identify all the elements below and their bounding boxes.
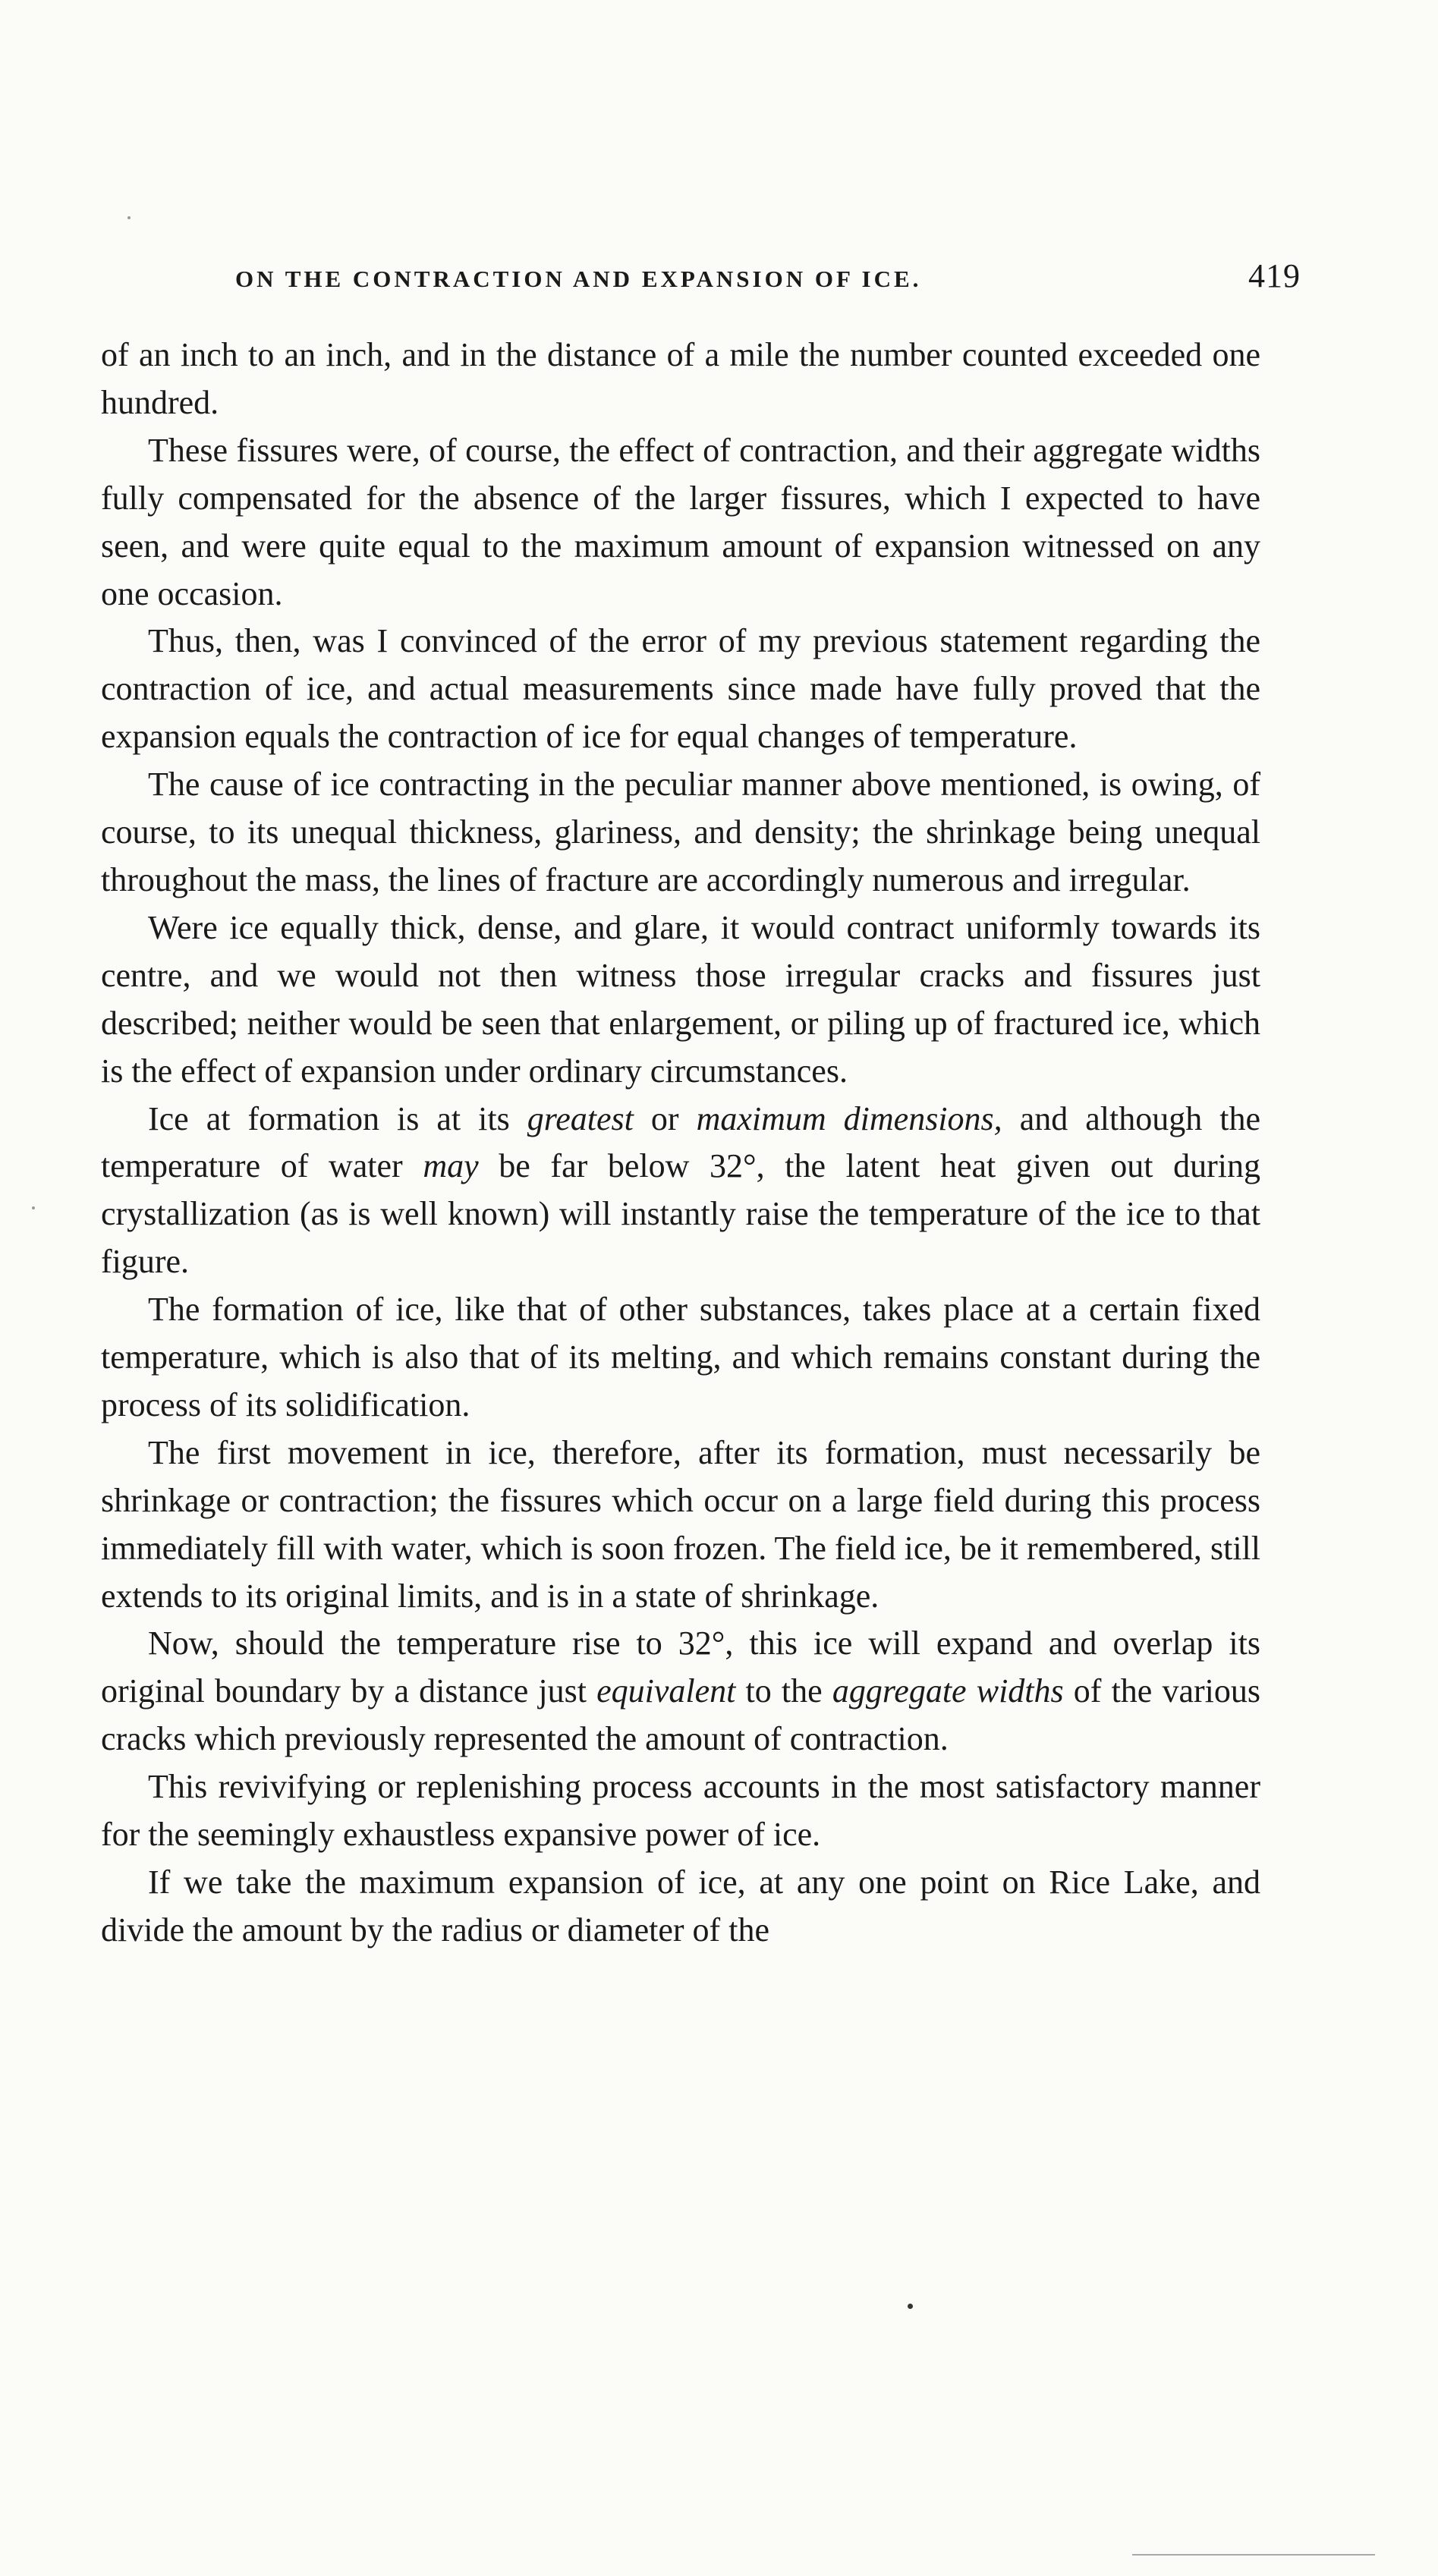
text-segment: of an inch to an inch, and in the distance of a mile the number counted exceeded one hundred.	[101, 336, 1260, 421]
text-segment: Now, should the temperature rise to 32°, this ice will expand and overlap its original boundary by a distance just	[101, 1625, 1260, 1710]
paragraph	[101, 1286, 1260, 1430]
scan-edge-line	[1132, 2554, 1375, 2556]
paragraph	[101, 332, 1260, 427]
page-number: 419	[1248, 257, 1301, 294]
paragraph	[101, 1096, 1260, 1287]
text-segment: The cause of ice contracting in the peculiar manner above mentioned, is owing, of course, to its unequal thickness, glariness, and density; the shrinkage being unequal throughout the mass, the lines of fracture are accordingly numerous and irregular.	[101, 766, 1260, 898]
text-segment: This revivifying or replenishing process accounts in the most satisfactory manner for the seemingly exhaustless expansive power of ice.	[101, 1768, 1260, 1854]
text-segment: Thus, then, was I convinced of the error of my previous statement regarding the contraction of ice, and actual measurements since made have fully proved that the expansion equals the contraction of ice for equal changes of temperature.	[101, 622, 1260, 756]
text-segment: The first movement in ice, therefore, after its formation, must necessarily be shrinkage or contraction; the fissures which occur on a large field during this process immediately fill with water, which is soon frozen. The field ice, be it remembered, still extends to its original limits, and is in a state of shrinkage.	[101, 1433, 1260, 1615]
italic-text: may	[423, 1147, 479, 1185]
text-segment: and although the temperature of water	[101, 1099, 1260, 1185]
paragraph	[101, 1763, 1260, 1859]
stray-dot-mark	[127, 216, 131, 219]
paragraph	[101, 427, 1260, 618]
italic-text: greatest	[527, 1099, 634, 1137]
running-head: ON THE CONTRACTION AND EXPANSION OF ICE.	[235, 266, 922, 292]
text-segment: Ice at formation is at its	[148, 1099, 527, 1137]
paragraph	[101, 1620, 1260, 1763]
text-segment: Were ice equally thick, dense, and glare, it would contract uniformly towards its centre, and we would not then witness those irregular cracks and fissures just described; neither would be seen that enlargement, or piling up of fractured ice, which is the effect of expansion under ordinary circumstances.	[101, 908, 1260, 1090]
text-segment: of the various cracks which previously represented the amount of contraction.	[101, 1672, 1261, 1758]
text-segment: The formation of ice, like that of other substances, takes place at a certain fixed temperature, which is also that of its melting, and which remains constant during the process of its solidification.	[101, 1291, 1260, 1423]
bottom-dot-mark	[908, 2304, 913, 2309]
paragraph	[101, 618, 1260, 761]
text-segment: or	[633, 1099, 697, 1137]
body-text	[101, 332, 1260, 1955]
italic-text: maximum dimensions,	[696, 1099, 1002, 1137]
paragraph	[101, 761, 1260, 904]
text-segment: These fissures were, of course, the effect of contraction, and their aggregate widths fully compensated for the absence of the larger fissures, which I expected to have seen, and were quite equal to the maximum amount of expansion witnessed on any one occasion.	[101, 431, 1260, 612]
italic-text: equivalent	[596, 1672, 736, 1710]
margin-dot-mark	[32, 1206, 35, 1209]
text-segment: to the	[735, 1672, 832, 1710]
italic-text: aggregate widths	[832, 1672, 1064, 1710]
text-segment: be far below 32°, the latent heat given out during crystallization (as is well known) will instantly raise the temperature of the ice to that figure.	[101, 1147, 1260, 1281]
paragraph	[101, 1430, 1260, 1621]
text-segment: If we take the maximum expansion of ice, at any one point on Rice Lake, and divide the amount by the radius or diameter of the	[101, 1864, 1260, 1949]
paragraph	[101, 904, 1260, 1096]
page-header	[235, 256, 1301, 302]
paragraph	[101, 1859, 1260, 1955]
